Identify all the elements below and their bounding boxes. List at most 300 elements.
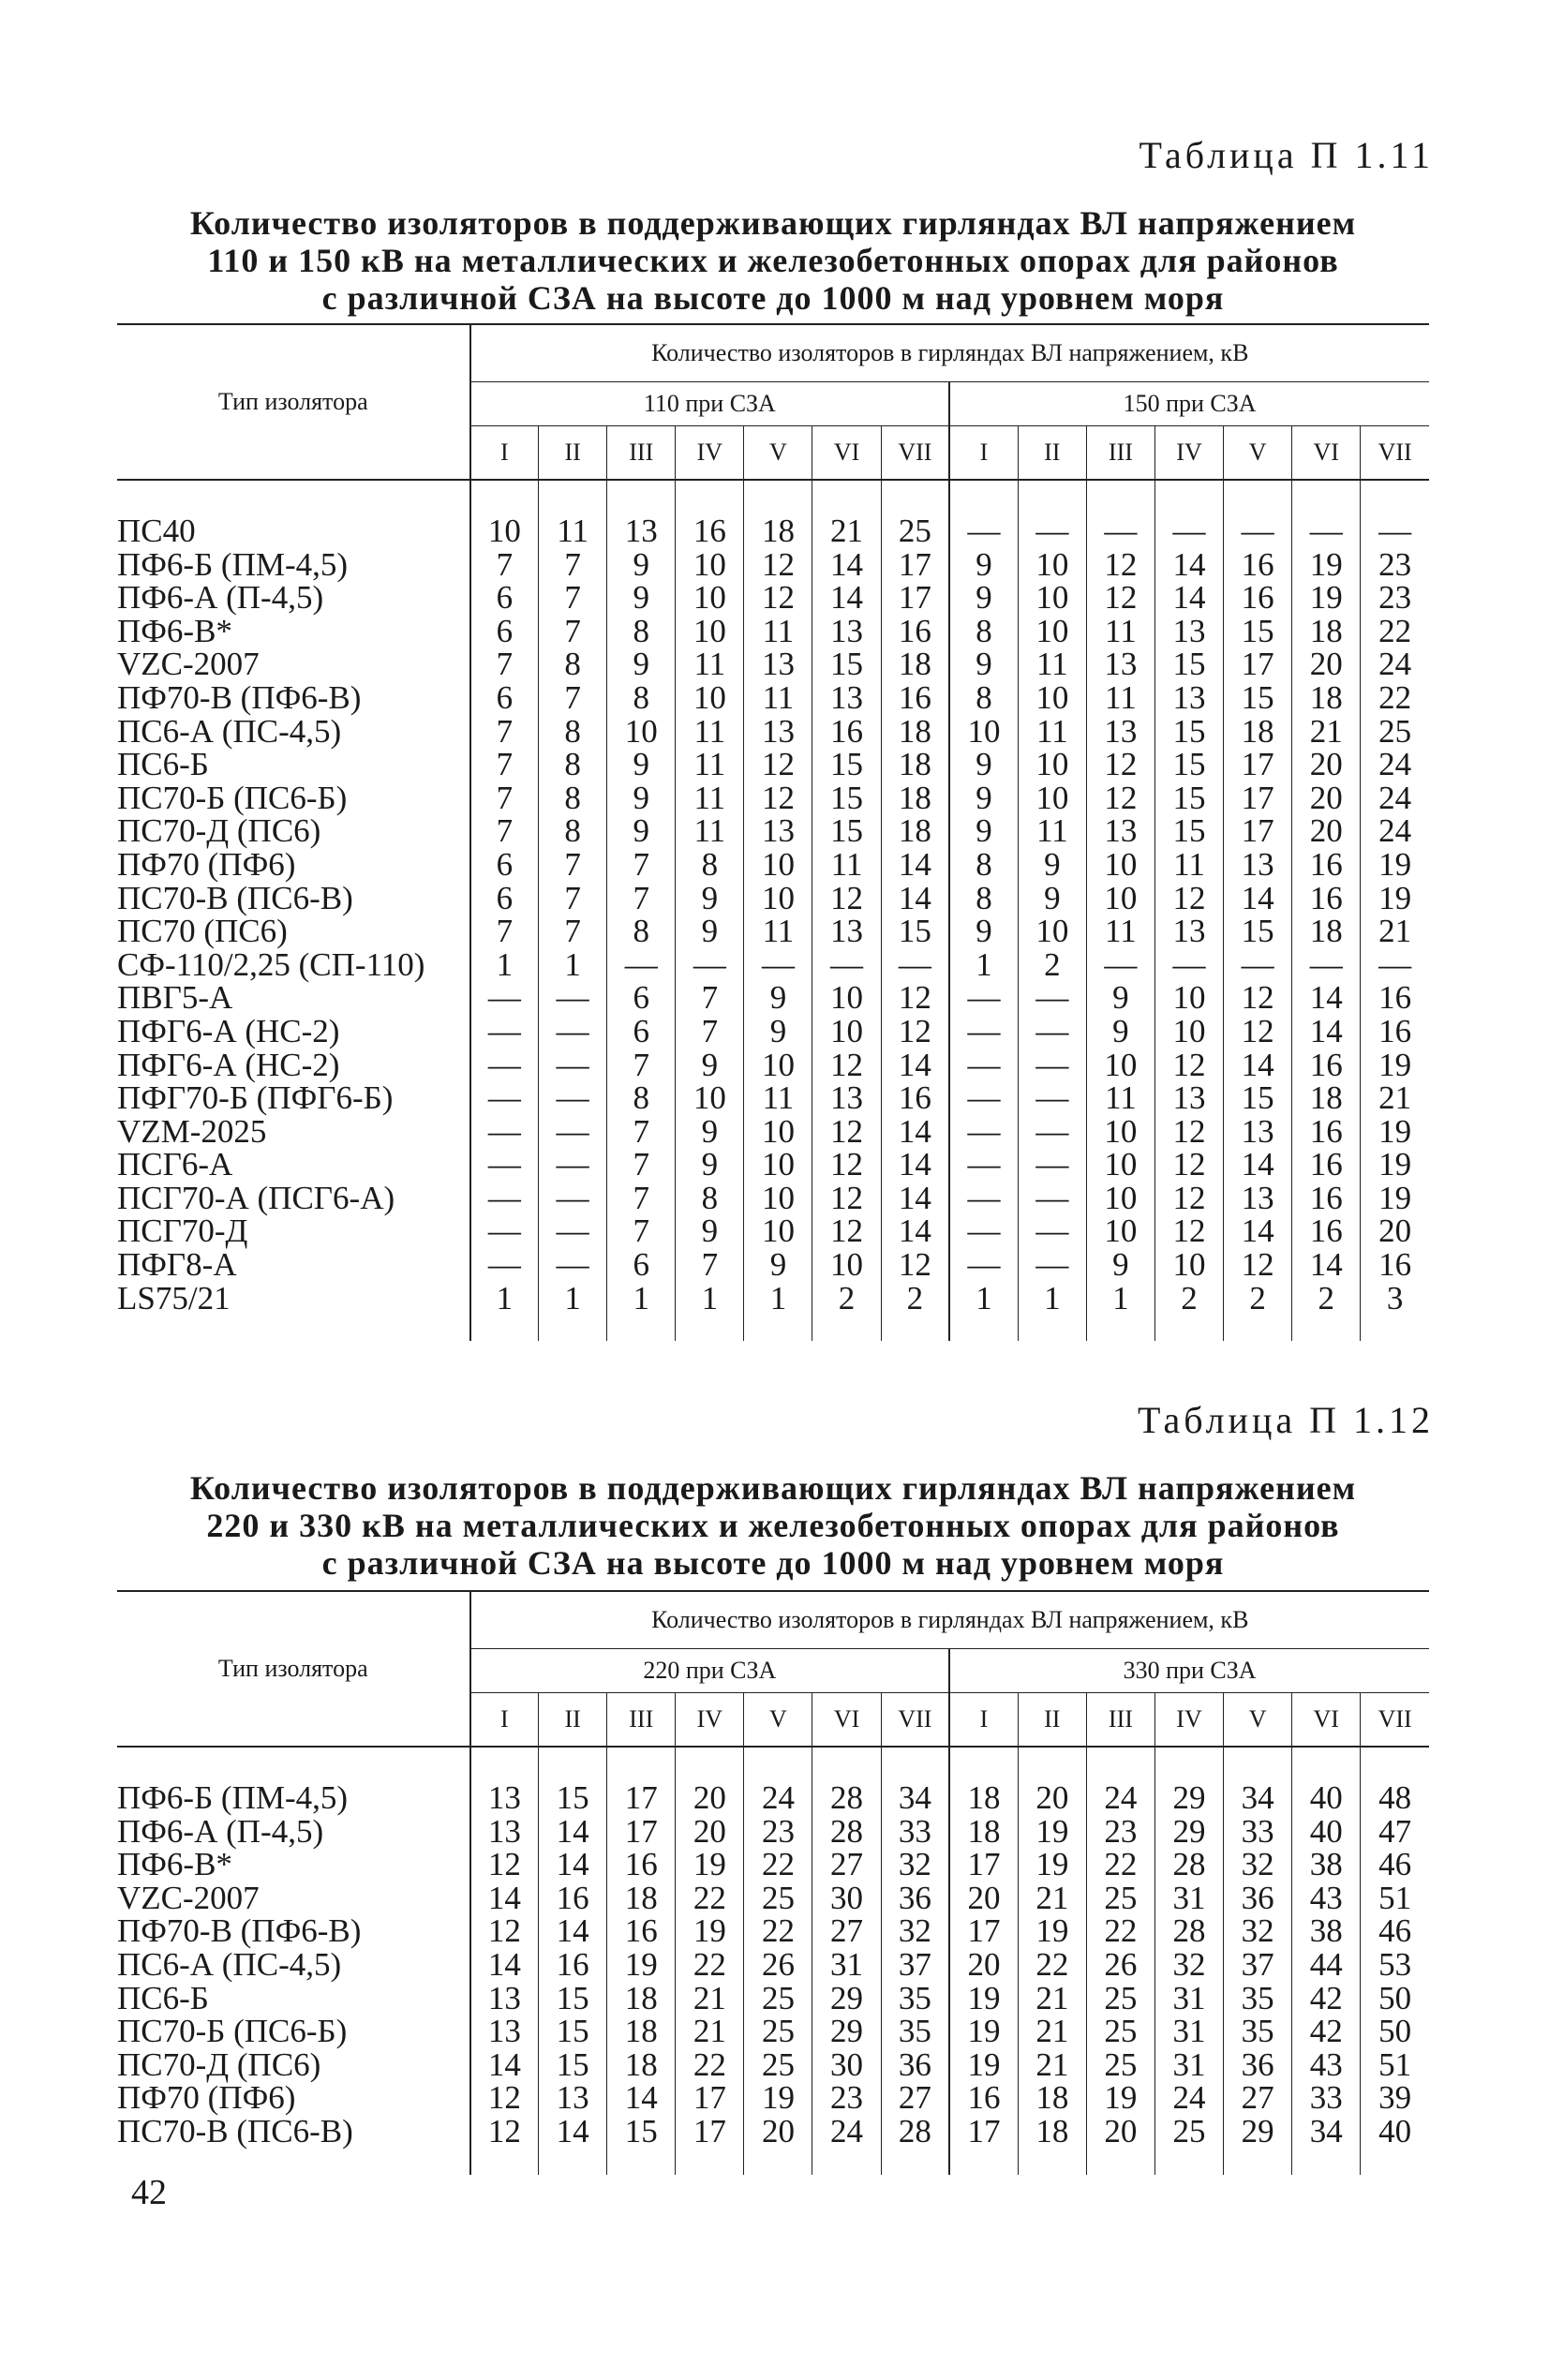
insulator-type: ПСГ6-А	[117, 1146, 233, 1183]
insulator-count: 13	[1224, 1182, 1292, 1215]
insulator-count: —	[949, 1148, 1018, 1182]
insulator-count: 1	[470, 948, 539, 982]
insulator-count: 13	[539, 2081, 607, 2115]
insulator-count: 18	[1018, 2115, 1086, 2149]
insulator-count: 33	[1224, 1815, 1292, 1849]
insulator-count: 20	[949, 1882, 1018, 1915]
insulator-count: 10	[676, 581, 744, 615]
insulator-count: 32	[1224, 1914, 1292, 1948]
insulator-count: 15	[1154, 748, 1223, 781]
insulator-count: 21	[1361, 915, 1429, 948]
insulator-count: 17	[881, 548, 949, 582]
insulator-count: 13	[812, 615, 881, 648]
insulator-count: 14	[812, 581, 881, 615]
insulator-count: 10	[949, 715, 1018, 749]
insulator-count: 21	[1018, 1982, 1086, 2016]
insulator-count: 47	[1361, 1815, 1429, 1849]
insulator-count: 20	[1292, 647, 1361, 681]
insulator-type: ПФ6-В*	[117, 612, 232, 649]
insulator-count: 16	[1224, 548, 1292, 582]
pollution-class-header: III	[607, 426, 676, 481]
insulator-count: 13	[1154, 915, 1223, 948]
insulator-count: 12	[881, 981, 949, 1015]
insulator-count: 7	[470, 715, 539, 749]
table-row	[117, 1015, 1429, 1049]
insulator-count: 10	[1086, 882, 1154, 915]
insulator-count: 17	[949, 2115, 1018, 2149]
insulator-count: 22	[1361, 681, 1429, 715]
insulator-count: —	[1018, 1049, 1086, 1082]
insulator-count: 9	[1018, 848, 1086, 882]
insulator-type: ПФ6-Б (ПМ-4,5)	[117, 545, 349, 583]
insulator-count: 8	[539, 814, 607, 848]
insulator-count: 42	[1292, 1982, 1361, 2016]
insulator-count: 7	[470, 781, 539, 815]
insulator-count: 7	[607, 1049, 676, 1082]
insulator-count: 32	[881, 1848, 949, 1882]
insulator-count: 30	[812, 1882, 881, 1915]
insulator-count: 15	[539, 2048, 607, 2082]
insulator-count: 19	[676, 1848, 744, 1882]
pollution-class-header: I	[470, 1693, 539, 1748]
insulator-count: 11	[1018, 814, 1086, 848]
insulator-count: 24	[1361, 814, 1429, 848]
insulator-count: —	[949, 1182, 1018, 1215]
insulator-count: —	[470, 1081, 539, 1115]
table-row	[117, 1914, 1429, 1948]
insulator-type: ПФГ70-Б (ПФГ6-Б)	[117, 1079, 394, 1117]
insulator-count: 15	[539, 1781, 607, 1815]
insulator-count: —	[1018, 1148, 1086, 1182]
insulator-count: 2	[1154, 1282, 1223, 1316]
table1-caption	[141, 204, 1406, 317]
insulator-count: 1	[607, 1282, 676, 1316]
insulator-count: —	[539, 1248, 607, 1282]
insulator-count: 16	[676, 514, 744, 548]
insulator-count: 18	[744, 514, 812, 548]
insulator-type: ПФ6-А (П-4,5)	[117, 579, 324, 617]
table2-label: Таблица П 1.12	[1138, 1399, 1434, 1441]
table-row	[117, 848, 1429, 882]
insulator-count: —	[470, 1248, 539, 1282]
insulator-count: 12	[470, 1914, 539, 1948]
insulator-count: 2	[1224, 1282, 1292, 1316]
pollution-class-header: VII	[1361, 1693, 1429, 1748]
insulator-count: 10	[676, 615, 744, 648]
insulator-count: 12	[744, 781, 812, 815]
insulator-count: 14	[539, 1848, 607, 1882]
insulator-count: 13	[1154, 681, 1223, 715]
pollution-class-header: II	[539, 426, 607, 481]
pollution-class-header: VI	[812, 426, 881, 481]
insulator-count: 6	[470, 615, 539, 648]
insulator-count: 10	[676, 548, 744, 582]
insulator-count: 25	[1361, 715, 1429, 749]
insulator-count: 7	[607, 848, 676, 882]
insulator-count: 14	[1292, 1015, 1361, 1049]
pollution-class-header: V	[1224, 426, 1292, 481]
insulator-count: 14	[881, 882, 949, 915]
insulator-count: 17	[1224, 647, 1292, 681]
insulator-count: —	[949, 1081, 1018, 1115]
table-row	[117, 948, 1429, 982]
insulator-count: 12	[470, 1848, 539, 1882]
insulator-count: 31	[1154, 1982, 1223, 2016]
insulator-count: 40	[1292, 1781, 1361, 1815]
insulator-count: 34	[1292, 2115, 1361, 2149]
pollution-class-header: VII	[1361, 426, 1429, 481]
insulator-type: VZM-2025	[117, 1112, 267, 1150]
insulator-count: 9	[744, 981, 812, 1015]
insulator-count: 21	[1018, 1882, 1086, 1915]
insulator-count: 1	[744, 1282, 812, 1316]
insulator-count: 18	[1224, 715, 1292, 749]
insulator-count: 36	[881, 2048, 949, 2082]
insulator-count: 2	[1292, 1282, 1361, 1316]
insulator-count: 1	[1018, 1282, 1086, 1316]
table-row	[117, 1781, 1429, 1815]
insulator-count: 14	[607, 2081, 676, 2115]
insulator-type: ПС70-В (ПС6-В)	[117, 2112, 353, 2149]
insulator-count: 9	[676, 1049, 744, 1082]
insulator-count: 28	[812, 1781, 881, 1815]
insulator-count: 13	[1224, 848, 1292, 882]
insulator-count: 7	[470, 814, 539, 848]
insulator-count: —	[607, 948, 676, 982]
pollution-class-header: III	[607, 1693, 676, 1748]
insulator-type: ПС40	[117, 513, 196, 549]
insulator-type: ПС70-В (ПС6-В)	[117, 879, 353, 916]
insulator-count: 19	[1361, 882, 1429, 915]
insulator-type: ПФГ6-А (НС-2)	[117, 1046, 340, 1083]
insulator-count: —	[949, 1049, 1018, 1082]
insulator-count: 17	[1224, 814, 1292, 848]
insulator-count: 11	[676, 781, 744, 815]
table-row	[117, 2081, 1429, 2115]
insulator-count: 12	[812, 1115, 881, 1149]
insulator-count: 13	[470, 1781, 539, 1815]
insulator-count: 27	[812, 1914, 881, 1948]
caption-line: 220 и 330 кВ на металлических и железобетонных опорах для районов	[206, 1507, 1340, 1544]
table-row	[117, 514, 1429, 548]
insulator-count: —	[1018, 1214, 1086, 1248]
insulator-count: 24	[1154, 2081, 1223, 2115]
insulator-count: 29	[1224, 2115, 1292, 2149]
pollution-class-header: III	[1086, 1693, 1154, 1748]
insulator-count: 22	[1086, 1914, 1154, 1948]
insulator-type: СФ-110/2,25 (СП-110)	[117, 945, 425, 983]
insulator-count: 11	[744, 1081, 812, 1115]
table-row	[117, 748, 1429, 781]
pollution-class-header: IV	[676, 426, 744, 481]
insulator-count: 31	[1154, 2048, 1223, 2082]
insulator-count: 25	[1154, 2115, 1223, 2149]
insulator-count: 23	[744, 1815, 812, 1849]
insulator-count: 40	[1361, 2115, 1429, 2149]
insulator-count: 19	[1018, 1815, 1086, 1849]
insulator-count: 3	[1361, 1282, 1429, 1316]
insulator-count: 20	[1018, 1781, 1086, 1815]
insulator-count: 19	[949, 2015, 1018, 2048]
insulator-count: —	[949, 981, 1018, 1015]
insulator-count: 50	[1361, 1982, 1429, 2016]
insulator-type: ПФ6-А (П-4,5)	[117, 1812, 324, 1850]
spacer-row	[117, 480, 1429, 514]
pollution-class-header: VII	[881, 426, 949, 481]
insulator-count: 12	[1154, 882, 1223, 915]
insulator-type: ПС70-Б (ПС6-Б)	[117, 2013, 348, 2050]
insulator-count: 16	[1224, 581, 1292, 615]
table-row	[117, 715, 1429, 749]
insulator-count: 20	[1292, 814, 1361, 848]
insulator-count: 31	[812, 1948, 881, 1982]
insulator-count: 9	[676, 1214, 744, 1248]
insulator-count: 18	[1292, 915, 1361, 948]
insulator-count: 16	[881, 681, 949, 715]
insulator-count: 37	[1224, 1948, 1292, 1982]
insulator-count: 2	[881, 1282, 949, 1316]
insulator-count: 9	[607, 781, 676, 815]
insulator-count: 10	[1154, 1248, 1223, 1282]
insulator-count: 13	[812, 1081, 881, 1115]
insulator-count: 7	[539, 581, 607, 615]
insulator-count: 14	[881, 1182, 949, 1215]
table-row	[117, 915, 1429, 948]
insulator-count: —	[470, 1115, 539, 1149]
insulator-count: 9	[676, 1115, 744, 1149]
insulator-count: 25	[1086, 2048, 1154, 2082]
insulator-count: —	[881, 948, 949, 982]
insulator-count: —	[1086, 948, 1154, 982]
insulator-type: LS75/21	[117, 1279, 231, 1316]
insulator-count: 1	[949, 1282, 1018, 1316]
insulator-count: —	[539, 1015, 607, 1049]
insulator-type: ПФ70 (ПФ6)	[117, 845, 296, 883]
insulator-count: 16	[949, 2081, 1018, 2115]
group-header-330: 330 при СЗА	[949, 1649, 1429, 1693]
insulator-count: 27	[1224, 2081, 1292, 2115]
insulator-count: 14	[470, 1948, 539, 1982]
insulator-count: 42	[1292, 2015, 1361, 2048]
insulator-count: 18	[949, 1815, 1018, 1849]
insulator-count: 10	[744, 1214, 812, 1248]
insulator-count: 13	[812, 915, 881, 948]
insulator-count: 18	[1292, 615, 1361, 648]
table-row	[117, 1182, 1429, 1215]
insulator-count: 12	[470, 2081, 539, 2115]
insulator-count: 9	[676, 882, 744, 915]
insulator-count: 12	[1086, 781, 1154, 815]
insulator-count: 25	[1086, 2015, 1154, 2048]
insulator-count: 36	[1224, 1882, 1292, 1915]
insulator-count: 7	[539, 548, 607, 582]
insulator-count: 6	[470, 848, 539, 882]
insulator-count: 7	[539, 915, 607, 948]
insulator-count: 7	[539, 681, 607, 715]
insulator-count: 21	[1292, 715, 1361, 749]
insulator-count: 13	[1086, 814, 1154, 848]
insulator-count: 23	[1361, 581, 1429, 615]
insulator-count: —	[949, 1248, 1018, 1282]
insulator-count: 17	[881, 581, 949, 615]
insulator-count: 9	[949, 748, 1018, 781]
insulator-count: 24	[1086, 1781, 1154, 1815]
insulator-count: 32	[1224, 1848, 1292, 1882]
insulator-type: ПС70-Д (ПС6)	[117, 2045, 321, 2083]
insulator-count: 8	[949, 615, 1018, 648]
insulator-count: 7	[607, 882, 676, 915]
table-row	[117, 548, 1429, 582]
insulator-count: 18	[881, 647, 949, 681]
insulator-count: 15	[1154, 715, 1223, 749]
insulator-count: 9	[744, 1248, 812, 1282]
insulator-type: ПС6-А (ПС-4,5)	[117, 712, 342, 750]
insulator-count: 17	[949, 1848, 1018, 1882]
insulator-count: 14	[881, 1049, 949, 1082]
insulator-count: 10	[1086, 848, 1154, 882]
insulator-count: 19	[1018, 1914, 1086, 1948]
table2-body	[117, 1747, 1429, 2175]
insulator-count: 12	[744, 748, 812, 781]
insulator-count: —	[470, 1148, 539, 1182]
pollution-class-header: VI	[1292, 1693, 1361, 1748]
insulator-count: 12	[1224, 1015, 1292, 1049]
insulator-count: 20	[1292, 748, 1361, 781]
insulator-count: 10	[676, 1081, 744, 1115]
insulator-count: —	[470, 1049, 539, 1082]
insulator-count: 11	[1086, 681, 1154, 715]
insulator-count: 18	[881, 715, 949, 749]
insulator-count: 16	[607, 1914, 676, 1948]
insulator-count: 13	[812, 681, 881, 715]
insulator-type: ПСГ70-Д	[117, 1212, 248, 1250]
insulator-count: —	[744, 948, 812, 982]
insulator-count: 50	[1361, 2015, 1429, 2048]
insulator-count: 20	[744, 2115, 812, 2149]
pollution-class-header: VII	[881, 1693, 949, 1748]
insulator-count: 19	[1361, 1049, 1429, 1082]
insulator-count: 19	[1361, 1115, 1429, 1149]
insulator-count: 10	[470, 514, 539, 548]
group-header-110: 110 при СЗА	[470, 382, 950, 426]
insulator-count: 1	[539, 948, 607, 982]
insulator-count: 10	[812, 1248, 881, 1282]
insulator-count: 23	[1361, 548, 1429, 582]
insulator-count: —	[1018, 1182, 1086, 1215]
insulator-count: 17	[1224, 781, 1292, 815]
pollution-class-header: IV	[1154, 1693, 1223, 1748]
type-column-header: Тип изолятора	[217, 388, 368, 415]
pollution-class-header: I	[949, 1693, 1018, 1748]
table-row	[117, 1248, 1429, 1282]
insulator-count: 40	[1292, 1815, 1361, 1849]
pollution-class-header: II	[539, 1693, 607, 1748]
insulator-count: 13	[1154, 615, 1223, 648]
insulator-count: 16	[881, 615, 949, 648]
insulator-count: 7	[676, 1015, 744, 1049]
table-row	[117, 981, 1429, 1015]
insulator-count: 25	[1086, 1882, 1154, 1915]
insulator-count: 21	[1018, 2015, 1086, 2048]
insulator-count: 16	[1361, 1248, 1429, 1282]
insulator-count: 25	[744, 2015, 812, 2048]
spacer-row	[117, 2149, 1429, 2175]
insulator-count: 16	[539, 1948, 607, 1982]
table1	[117, 323, 1429, 1341]
insulator-count: 11	[1086, 1081, 1154, 1115]
pollution-class-header: VI	[812, 1693, 881, 1748]
insulator-count: 23	[812, 2081, 881, 2115]
insulator-count: 14	[1154, 581, 1223, 615]
table-row	[117, 1815, 1429, 1849]
insulator-count: 13	[1224, 1115, 1292, 1149]
table-row	[117, 1148, 1429, 1182]
insulator-count: —	[1018, 1115, 1086, 1149]
pollution-class-header: V	[1224, 1693, 1292, 1748]
insulator-count: 9	[676, 1148, 744, 1182]
insulator-count: 18	[881, 814, 949, 848]
insulator-count: 25	[744, 1882, 812, 1915]
insulator-count: 19	[949, 2048, 1018, 2082]
insulator-count: 1	[470, 1282, 539, 1316]
insulator-count: 22	[676, 2048, 744, 2082]
insulator-count: 12	[881, 1015, 949, 1049]
insulator-count: 29	[812, 1982, 881, 2016]
insulator-count: 21	[1361, 1081, 1429, 1115]
table-row	[117, 2115, 1429, 2149]
insulator-count: 20	[676, 1781, 744, 1815]
insulator-count: —	[812, 948, 881, 982]
insulator-count: 9	[607, 548, 676, 582]
insulator-type: ПС70-Д (ПС6)	[117, 812, 321, 850]
insulator-count: 20	[1361, 1214, 1429, 1248]
insulator-count: 10	[744, 1182, 812, 1215]
insulator-count: 14	[1224, 1214, 1292, 1248]
insulator-count: 14	[1292, 981, 1361, 1015]
caption-line: 110 и 150 кВ на металлических и железобетонных опорах для районов	[207, 242, 1339, 279]
insulator-count: 30	[812, 2048, 881, 2082]
insulator-count: 7	[607, 1182, 676, 1215]
insulator-type: ПФ70-В (ПФ6-В)	[117, 1912, 362, 1950]
insulator-count: 11	[744, 615, 812, 648]
insulator-count: 11	[676, 647, 744, 681]
insulator-count: 14	[881, 848, 949, 882]
insulator-count: 15	[1154, 647, 1223, 681]
insulator-count: 19	[1292, 548, 1361, 582]
insulator-count: 15	[1224, 681, 1292, 715]
insulator-count: 10	[607, 715, 676, 749]
insulator-count: 21	[1018, 2048, 1086, 2082]
insulator-count: 20	[1086, 2115, 1154, 2149]
insulator-count: 28	[881, 2115, 949, 2149]
insulator-count: 7	[539, 848, 607, 882]
insulator-count: 11	[744, 681, 812, 715]
insulator-count: 38	[1292, 1848, 1361, 1882]
insulator-count: 11	[812, 848, 881, 882]
insulator-count: 15	[1224, 1081, 1292, 1115]
insulator-count: 7	[539, 615, 607, 648]
insulator-type: VZC-2007	[117, 646, 260, 683]
pollution-class-header: II	[1018, 426, 1086, 481]
page-number: 42	[131, 2173, 167, 2212]
insulator-count: 14	[539, 1914, 607, 1948]
insulator-count: 29	[1154, 1781, 1223, 1815]
insulator-count: 14	[539, 2115, 607, 2149]
table-row	[117, 1081, 1429, 1115]
insulator-count: 18	[1292, 1081, 1361, 1115]
insulator-count: 53	[1361, 1948, 1429, 1982]
insulator-count: —	[1292, 514, 1361, 548]
